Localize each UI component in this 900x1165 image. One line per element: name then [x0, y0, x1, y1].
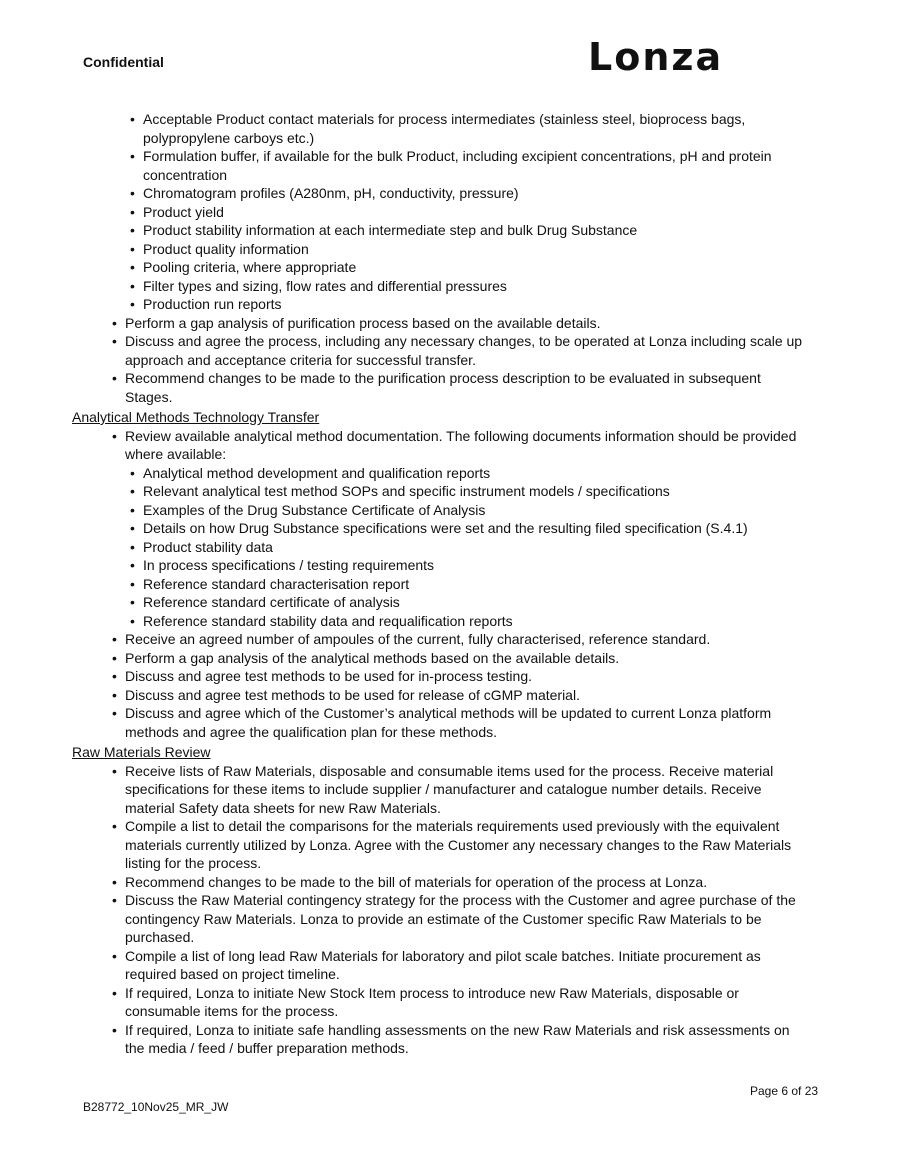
list-item: • Reference standard certificate of analysis	[72, 593, 812, 612]
list-item: • Product stability data	[72, 538, 812, 557]
list-item: • Reference standard stability data and requalification reports	[72, 612, 812, 631]
list-item: • Recommend changes to be made to the bill of materials for operation of the process at Lonza.	[72, 873, 812, 892]
list-item: • Recommend changes to be made to the purification process description to be evaluated in subsequent Stages.	[72, 369, 812, 406]
list-item: • Compile a list of long lead Raw Materials for laboratory and pilot scale batches. Initiate procurement as required based on project timeline.	[72, 947, 812, 984]
list-item: • Discuss and agree the process, including any necessary changes, to be operated at Lonza including scale up approach and acceptance criteria for successful transfer.	[72, 332, 812, 369]
list-item: • Product yield	[72, 203, 812, 222]
lonza-logo: Lonza	[588, 35, 724, 79]
list-item: • Analytical method development and qualification reports	[72, 464, 812, 483]
list-item: • Product stability information at each intermediate step and bulk Drug Substance	[72, 221, 812, 240]
list-item: • Formulation buffer, if available for the bulk Product, including excipient concentrations, pH and protein concentration	[72, 147, 812, 184]
list-item: • Relevant analytical test method SOPs and specific instrument models / specifications	[72, 482, 812, 501]
list-item: • Chromatogram profiles (A280nm, pH, conductivity, pressure)	[72, 184, 812, 203]
list-item: • Production run reports	[72, 295, 812, 314]
list-item: • Discuss and agree which of the Customer’s analytical methods will be updated to current Lonza platform methods and agree the qualification plan for these methods.	[72, 704, 812, 741]
raw-materials-list	[72, 762, 812, 1058]
document-reference: B28772_10Nov25_MR_JW	[83, 1100, 229, 1114]
product-info-sublist	[72, 110, 812, 314]
list-item: • In process specifications / testing requirements	[72, 556, 812, 575]
list-item: • Discuss and agree test methods to be used for release of cGMP material.	[72, 686, 812, 705]
page-number: Page 6 of 23	[750, 1084, 819, 1098]
list-item: • Details on how Drug Substance specifications were set and the resulting filed specification (S.4.1)	[72, 519, 812, 538]
list-item: • Examples of the Drug Substance Certificate of Analysis	[72, 501, 812, 520]
raw-materials-heading: Raw Materials Review	[72, 744, 211, 760]
analytical-methods-heading: Analytical Methods Technology Transfer	[72, 409, 320, 425]
list-item: • If required, Lonza to initiate safe handling assessments on the new Raw Materials and risk assessments on the media / feed / buffer preparation methods.	[72, 1021, 812, 1058]
list-item: • Review available analytical method documentation. The following documents information should be provided where available:	[72, 427, 812, 464]
analytical-actions-list	[72, 630, 812, 741]
list-item: • Discuss and agree test methods to be used for in-process testing.	[72, 667, 812, 686]
list-item: • Filter types and sizing, flow rates and differential pressures	[72, 277, 812, 296]
list-item: • Reference standard characterisation report	[72, 575, 812, 594]
list-item: • Discuss the Raw Material contingency strategy for the process with the Customer and agree purchase of the contingency Raw Materials. Lonza to provide an estimate of the Customer specific Raw Materials to be purchased.	[72, 891, 812, 947]
list-item: • Perform a gap analysis of the analytical methods based on the available details.	[72, 649, 812, 668]
list-item: • Receive an agreed number of ampoules of the current, fully characterised, reference standard.	[72, 630, 812, 649]
analytical-intro-list	[72, 427, 812, 464]
purification-actions-list	[72, 314, 812, 407]
list-item: • Perform a gap analysis of purification process based on the available details.	[72, 314, 812, 333]
list-item: • Product quality information	[72, 240, 812, 259]
list-item: • Receive lists of Raw Materials, disposable and consumable items used for the process. Receive material specifications for these items to include supplier / manufacturer and catalogue number details. Receive material Safety data sheets for new Raw Materials.	[72, 762, 812, 818]
list-item: • If required, Lonza to initiate New Stock Item process to introduce new Raw Materials, disposable or consumable items for the process.	[72, 984, 812, 1021]
list-item: • Acceptable Product contact materials for process intermediates (stainless steel, bioprocess bags, polypropylene carboys etc.)	[72, 110, 812, 147]
analytical-documents-sublist	[72, 464, 812, 631]
list-item: • Pooling criteria, where appropriate	[72, 258, 812, 277]
confidential-label: Confidential	[83, 54, 164, 70]
document-body	[72, 110, 812, 1058]
list-item: • Compile a list to detail the comparisons for the materials requirements used previously with the equivalent materials currently utilized by Lonza. Agree with the Customer any necessary changes to the Raw Materials listing for the process.	[72, 817, 812, 873]
